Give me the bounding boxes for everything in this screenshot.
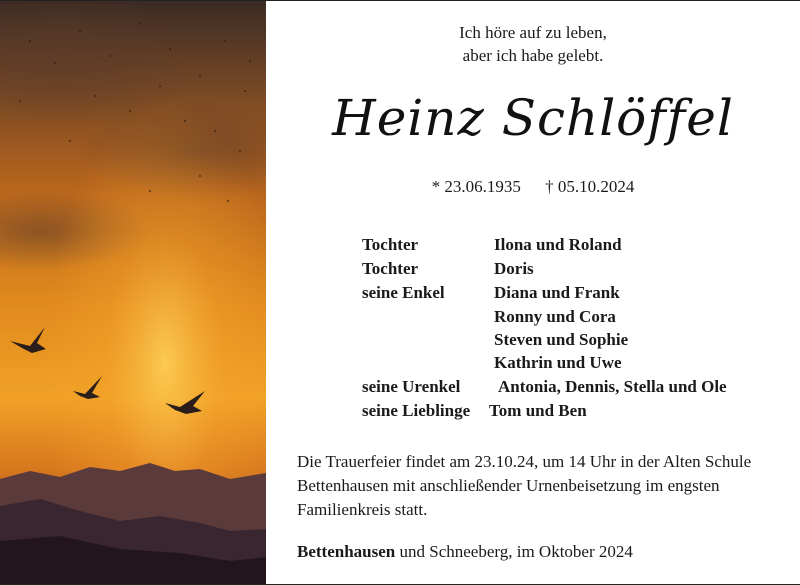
mourner-names: Diana und Frank (494, 283, 620, 302)
signoff-place: Bettenhausen (297, 542, 396, 561)
signoff-rest: und Schneeberg, im Oktober 2024 (395, 542, 633, 561)
deceased-name: Heinz Schlöffel (332, 89, 734, 147)
life-dates (266, 177, 800, 197)
mourner-relation: Tochter (362, 235, 419, 254)
mourner-names: Kathrin und Uwe (494, 353, 622, 372)
signoff (297, 542, 633, 562)
mourner-relation: seine Lieblinge (362, 401, 471, 420)
mourner-relation: seine Urenkel (362, 377, 461, 396)
obituary-text (266, 1, 800, 584)
mourner-names: Ronny und Cora (494, 307, 616, 326)
mourner-names: Doris (494, 259, 534, 278)
mourner-relation: Tochter (362, 259, 419, 278)
birth-date: * 23.06.1935 (431, 177, 521, 196)
sunset-illustration (0, 1, 266, 584)
mourner-names: Ilona und Roland (494, 235, 622, 254)
sunset-photo (0, 1, 266, 584)
mourner-names: Tom und Ben (489, 401, 587, 420)
mourner-names: Antonia, Dennis, Stella und Ole (498, 377, 727, 396)
motto-line-1: Ich höre auf zu leben, (459, 23, 607, 42)
mourner-names: Steven und Sophie (494, 330, 629, 349)
motto-line-2: aber ich habe gelebt. (462, 46, 604, 65)
motto (266, 21, 800, 67)
mourner-relation: seine Enkel (362, 283, 445, 302)
funeral-notice: Die Trauerfeier findet am 23.10.24, um 14 Uhr in der Alten Schule Bettenhausen mit anschließender Urnenbeisetzung im engsten Familienkreis statt. (297, 452, 752, 519)
death-date: † 05.10.2024 (545, 177, 635, 196)
